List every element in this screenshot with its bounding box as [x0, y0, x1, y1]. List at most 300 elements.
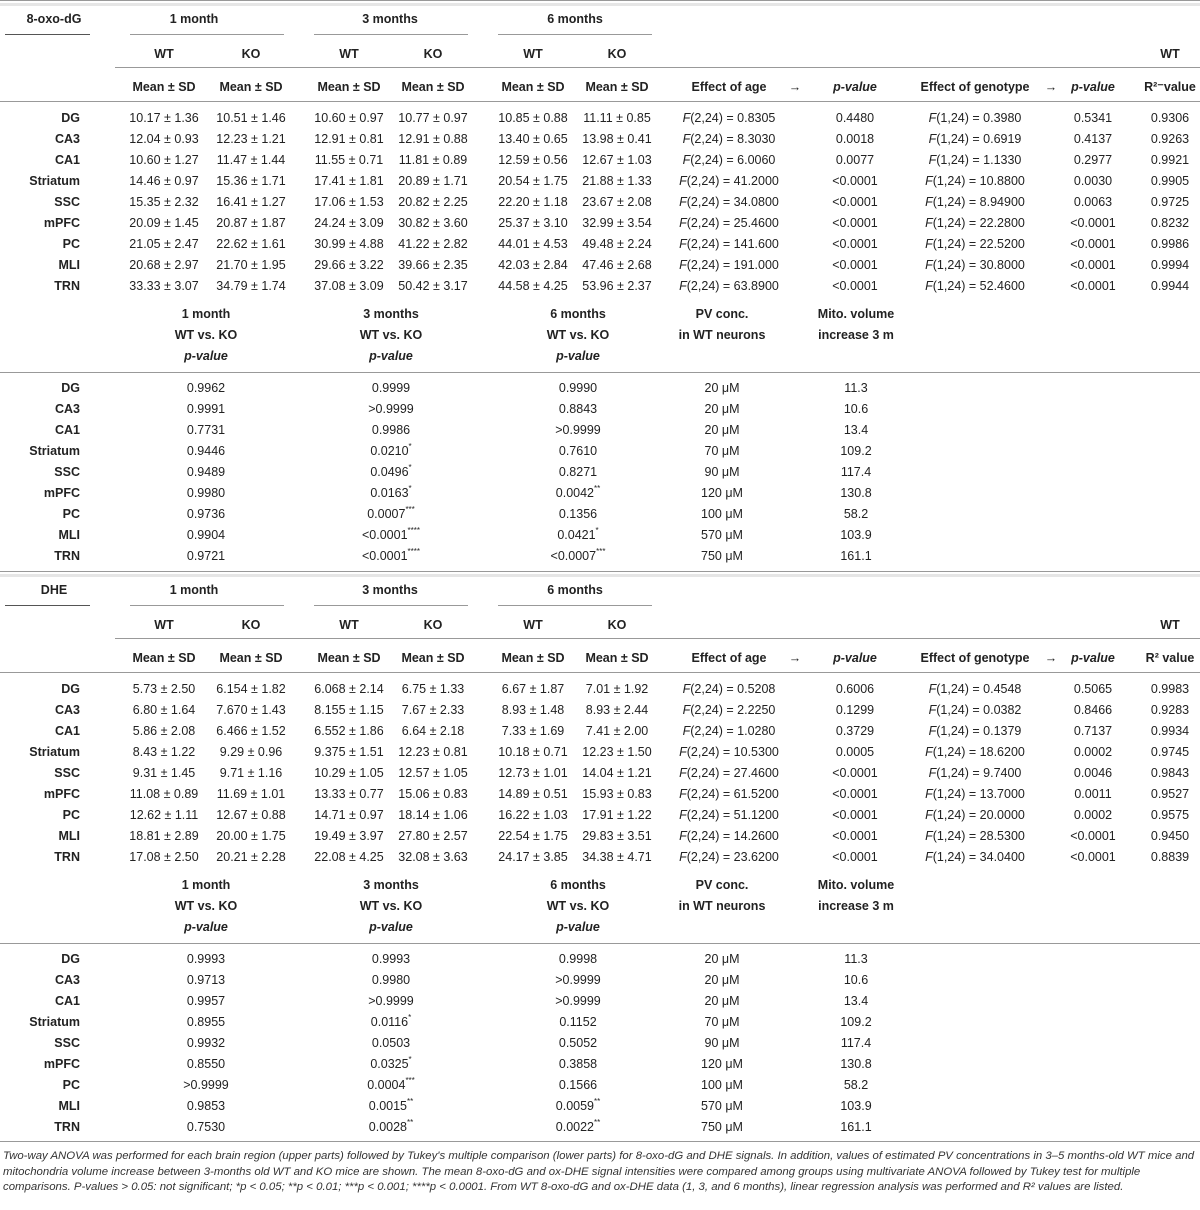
tukey-p-3m: 0.0325*	[370, 1055, 412, 1071]
p-value-header: p-value	[833, 80, 877, 94]
region-label: DG	[61, 682, 80, 696]
mito-volume-increase: 161.1	[840, 549, 872, 563]
genotype-header: WT	[523, 47, 543, 61]
tukey-p-1m: 0.8550	[186, 1057, 226, 1071]
tukey-p-3m: 0.0503	[371, 1036, 411, 1050]
p-age-value: <0.0001	[832, 829, 878, 843]
tukey-header: WT vs. KO	[546, 328, 610, 342]
tukey-p-6m: 0.8271	[558, 465, 598, 479]
mean-sd-value: 8.43 ± 1.22	[132, 745, 196, 759]
mean-sd-header: Mean ± SD	[219, 651, 283, 665]
mito-volume-increase: 13.4	[843, 423, 869, 437]
region-label: Striatum	[29, 1015, 80, 1029]
p-age-value: <0.0001	[832, 808, 878, 822]
region-label: DG	[61, 111, 80, 125]
tukey-p-1m: 0.9721	[186, 549, 226, 563]
rule-line	[115, 67, 1200, 68]
tukey-p-6m: 0.7610	[558, 444, 598, 458]
tukey-header: p-value	[184, 920, 228, 934]
tukey-p-3m: 0.9999	[371, 381, 411, 395]
tukey-p-6m: 0.8843	[558, 402, 598, 416]
p-genotype-value: 0.0046	[1073, 766, 1113, 780]
r2-value: 0.9575	[1150, 808, 1190, 822]
p-age-value: <0.0001	[832, 195, 878, 209]
tukey-p-3m: 0.0496*	[370, 463, 412, 479]
mean-sd-header: Mean ± SD	[501, 651, 565, 665]
significance-mark: ***	[405, 1076, 415, 1085]
mito-volume-increase: 117.4	[840, 465, 872, 479]
tukey-p-3m: <0.0001****	[362, 547, 420, 563]
p-genotype-value: 0.0011	[1074, 787, 1112, 801]
genotype-header: WT	[154, 618, 174, 632]
effect-age-value: F(2,24) = 61.5200	[679, 787, 779, 801]
p-age-value: 0.0005	[835, 745, 875, 759]
mean-sd-header: Mean ± SD	[585, 651, 649, 665]
effect-genotype-value: F(1,24) = 1.1330	[928, 153, 1022, 167]
p-age-value: 0.4480	[835, 111, 875, 125]
mean-sd-value: 6.67 ± 1.87	[501, 682, 565, 696]
r2-header: R² value	[1145, 651, 1195, 665]
tukey-header: p-value	[369, 920, 413, 934]
pv-concentration: 70 μM	[704, 1015, 740, 1029]
effect-genotype-value: F(1,24) = 30.8000	[925, 258, 1025, 272]
effect-genotype-value: F(1,24) = 34.0400	[925, 850, 1025, 864]
mean-sd-value: 11.69 ± 1.01	[216, 787, 286, 801]
effect-age-value: F(2,24) = 2.2250	[682, 703, 776, 717]
pv-concentration: 20 μM	[704, 952, 740, 966]
mean-sd-value: 20.21 ± 2.28	[216, 850, 286, 864]
mean-sd-value: 50.42 ± 3.17	[398, 279, 468, 293]
genotype-header: WT	[1160, 618, 1180, 632]
mean-sd-value: 21.88 ± 1.33	[582, 174, 652, 188]
genotype-header: KO	[241, 47, 261, 61]
r2-value: 0.9725	[1150, 195, 1190, 209]
effect-genotype-value: F(1,24) = 22.5200	[925, 237, 1025, 251]
pv-concentration: 70 μM	[704, 444, 740, 458]
pv-concentration: 90 μM	[704, 465, 740, 479]
mean-sd-value: 6.64 ± 2.18	[401, 724, 465, 738]
arrow-icon: →	[788, 651, 802, 665]
significance-mark: *	[408, 1055, 412, 1064]
region-label: DG	[61, 381, 80, 395]
mean-sd-value: 10.85 ± 0.88	[498, 111, 568, 125]
effect-age-value: F(2,24) = 63.8900	[679, 279, 779, 293]
mean-sd-value: 49.48 ± 2.24	[582, 237, 652, 251]
mean-sd-value: 12.23 ± 1.21	[216, 132, 286, 146]
mean-sd-value: 11.08 ± 0.89	[129, 787, 199, 801]
genotype-header: WT	[339, 47, 359, 61]
genotype-header: KO	[607, 47, 627, 61]
mean-sd-value: 15.35 ± 2.32	[129, 195, 199, 209]
tukey-p-3m: >0.9999	[368, 402, 414, 416]
r2-value: 0.9263	[1150, 132, 1190, 146]
mean-sd-value: 9.375 ± 1.51	[314, 745, 384, 759]
region-label: PC	[62, 1078, 80, 1092]
mean-sd-value: 11.47 ± 1.44	[216, 153, 286, 167]
p-age-value: <0.0001	[832, 237, 878, 251]
tukey-header: 1 month	[181, 878, 231, 892]
mean-sd-value: 12.04 ± 0.93	[129, 132, 199, 146]
mean-sd-value: 12.59 ± 0.56	[498, 153, 568, 167]
mean-sd-value: 22.62 ± 1.61	[216, 237, 286, 251]
mito-volume-increase: 58.2	[843, 507, 869, 521]
p-value-header: p-value	[1071, 651, 1115, 665]
tukey-header: Mito. volume	[817, 307, 895, 321]
table-footnote: Two-way ANOVA was performed for each brain region (upper parts) followed by Tukey's multiple comparison (lower parts) for 8-oxo-dG and DHE signals. In addition, values of estimated PV concentrations in 3–5 months-old WT mice and mitochondria volume increase between 3-months old WT and KO mice are shown. The mean 8-oxo-dG and ox-DHE signal intensities were compared among groups using multivariate ANOVA followed by Tukey test for multiple comparisons. P-values > 0.05: not significant; *p < 0.05; **p < 0.01; ***p < 0.001; ****p < 0.0001. From WT 8-oxo-dG and ox-DHE data (1, 3, and 6 months), linear regression analysis was performed and R² values are listed.	[3, 1150, 1195, 1193]
tukey-p-6m: 0.1152	[559, 1015, 597, 1029]
tukey-p-6m: 0.3858	[558, 1057, 598, 1071]
mean-sd-value: 20.09 ± 1.45	[129, 216, 199, 230]
genotype-header: WT	[339, 618, 359, 632]
rule-line	[0, 372, 1200, 373]
tukey-p-6m: 0.0022**	[555, 1118, 601, 1134]
significance-mark: *	[408, 442, 412, 451]
effect-age-value: F(2,24) = 1.0280	[682, 724, 776, 738]
pv-concentration: 750 μM	[701, 1120, 743, 1134]
tukey-header: WT vs. KO	[174, 328, 238, 342]
mean-sd-header: Mean ± SD	[317, 80, 381, 94]
rule-line	[0, 0, 1200, 1]
effect-age-value: F(2,24) = 51.1200	[679, 808, 779, 822]
effect-genotype-value: F(1,24) = 20.0000	[925, 808, 1025, 822]
r2-value: 0.9450	[1150, 829, 1190, 843]
mean-sd-value: 13.33 ± 0.77	[314, 787, 384, 801]
tukey-p-3m: >0.9999	[368, 994, 414, 1008]
mean-sd-value: 11.55 ± 0.71	[314, 153, 384, 167]
rule-line	[5, 605, 90, 606]
mean-sd-value: 13.98 ± 0.41	[582, 132, 652, 146]
section-title: 8-oxo-dG	[26, 12, 82, 26]
mean-sd-value: 6.80 ± 1.64	[132, 703, 196, 717]
mito-volume-increase: 10.6	[843, 402, 869, 416]
mean-sd-value: 12.23 ± 0.81	[398, 745, 468, 759]
effect-genotype-value: F(1,24) = 0.4548	[928, 682, 1022, 696]
mean-sd-value: 8.93 ± 2.44	[585, 703, 649, 717]
tukey-p-1m: 0.8955	[186, 1015, 226, 1029]
region-label: SSC	[54, 465, 80, 479]
tukey-p-1m: 0.7530	[186, 1120, 226, 1134]
mean-sd-value: 22.20 ± 1.18	[498, 195, 568, 209]
mito-volume-increase: 58.2	[843, 1078, 869, 1092]
effect-age-value: F(2,24) = 8.3030	[682, 132, 776, 146]
significance-mark: **	[407, 1118, 414, 1127]
mean-sd-value: 18.81 ± 2.89	[129, 829, 199, 843]
mean-sd-value: 14.71 ± 0.97	[314, 808, 384, 822]
rule-line	[115, 638, 1200, 639]
tukey-p-3m: 0.0210*	[370, 442, 412, 458]
mean-sd-value: 9.29 ± 0.96	[219, 745, 283, 759]
mean-sd-value: 12.62 ± 1.11	[129, 808, 199, 822]
pv-concentration: 570 μM	[701, 528, 743, 542]
tukey-header: increase 3 m	[818, 328, 894, 342]
p-genotype-value: 0.4137	[1073, 132, 1113, 146]
month-header: 1 month	[169, 12, 219, 26]
region-label: PC	[62, 808, 80, 822]
tukey-p-1m: 0.9904	[186, 528, 226, 542]
mean-sd-value: 20.68 ± 2.97	[129, 258, 199, 272]
significance-mark: ***	[596, 547, 606, 556]
mean-sd-value: 7.670 ± 1.43	[216, 703, 286, 717]
region-label: CA3	[54, 132, 80, 146]
region-label: Striatum	[29, 444, 80, 458]
mean-sd-value: 44.01 ± 4.53	[498, 237, 568, 251]
region-label: mPFC	[43, 1057, 80, 1071]
mito-volume-increase: 11.3	[844, 381, 868, 395]
pv-concentration: 120 μM	[701, 486, 743, 500]
tukey-header: WT vs. KO	[359, 899, 423, 913]
mean-sd-value: 21.70 ± 1.95	[216, 258, 286, 272]
effect-age-value: F(2,24) = 34.0800	[679, 195, 779, 209]
mean-sd-value: 14.46 ± 0.97	[129, 174, 199, 188]
region-label: mPFC	[43, 216, 80, 230]
mean-sd-value: 12.67 ± 1.03	[582, 153, 652, 167]
tukey-p-3m: <0.0001****	[362, 526, 420, 542]
tukey-p-3m: 0.0163*	[370, 484, 412, 500]
mean-sd-value: 33.33 ± 3.07	[129, 279, 199, 293]
region-label: DG	[61, 952, 80, 966]
mean-sd-value: 22.08 ± 4.25	[314, 850, 384, 864]
mean-sd-value: 32.08 ± 3.63	[398, 850, 468, 864]
tukey-p-3m: 0.0116*	[370, 1013, 412, 1029]
tukey-p-3m: 0.9993	[371, 952, 411, 966]
mean-sd-value: 34.79 ± 1.74	[216, 279, 286, 293]
effect-age-header: Effect of age	[691, 80, 767, 94]
region-label: TRN	[54, 850, 80, 864]
mean-sd-header: Mean ± SD	[585, 80, 649, 94]
pv-concentration: 100 μM	[701, 1078, 743, 1092]
mean-sd-value: 17.41 ± 1.81	[314, 174, 384, 188]
tukey-p-3m: 0.0007***	[367, 505, 415, 521]
rule-line	[314, 34, 468, 35]
mean-sd-header: Mean ± SD	[501, 80, 565, 94]
genotype-header: KO	[423, 618, 443, 632]
tukey-p-1m: 0.7731	[186, 423, 226, 437]
r2-value: 0.9986	[1150, 237, 1190, 251]
effect-genotype-value: F(1,24) = 13.7000	[925, 787, 1025, 801]
tukey-header: 3 months	[363, 307, 419, 321]
mean-sd-value: 5.86 ± 2.08	[132, 724, 196, 738]
p-age-value: <0.0001	[832, 258, 878, 272]
mean-sd-value: 12.57 ± 1.05	[398, 766, 468, 780]
mean-sd-value: 24.24 ± 3.09	[314, 216, 384, 230]
pv-concentration: 20 μM	[704, 973, 740, 987]
mean-sd-value: 7.41 ± 2.00	[585, 724, 649, 738]
p-value-header: p-value	[1071, 80, 1115, 94]
mean-sd-value: 13.40 ± 0.65	[498, 132, 568, 146]
mean-sd-value: 12.23 ± 1.50	[582, 745, 652, 759]
arrow-icon: →	[1044, 651, 1058, 665]
tukey-p-1m: 0.9962	[186, 381, 226, 395]
mito-volume-increase: 130.8	[840, 1057, 872, 1071]
mito-volume-increase: 109.2	[840, 1015, 872, 1029]
tukey-p-1m: 0.9957	[186, 994, 226, 1008]
mean-sd-header: Mean ± SD	[401, 80, 465, 94]
mean-sd-value: 20.89 ± 1.71	[398, 174, 468, 188]
p-age-value: <0.0001	[832, 216, 878, 230]
effect-age-value: F(2,24) = 41.2000	[679, 174, 779, 188]
mean-sd-value: 10.18 ± 0.71	[498, 745, 568, 759]
p-genotype-value: <0.0001	[1070, 237, 1116, 251]
region-label: MLI	[58, 258, 80, 272]
mean-sd-value: 10.17 ± 1.36	[129, 111, 199, 125]
region-label: TRN	[54, 1120, 80, 1134]
effect-genotype-value: F(1,24) = 0.1379	[928, 724, 1022, 738]
mean-sd-value: 44.58 ± 4.25	[498, 279, 568, 293]
mean-sd-value: 12.73 ± 1.01	[498, 766, 568, 780]
mean-sd-header: Mean ± SD	[219, 80, 283, 94]
effect-age-value: F(2,24) = 10.5300	[679, 745, 779, 759]
r2-value: 0.9944	[1150, 279, 1190, 293]
pv-concentration: 100 μM	[701, 507, 743, 521]
mean-sd-header: Mean ± SD	[317, 651, 381, 665]
month-header: 3 months	[362, 583, 418, 597]
tukey-p-6m: 0.1356	[558, 507, 598, 521]
mean-sd-value: 18.14 ± 1.06	[398, 808, 468, 822]
mean-sd-value: 42.03 ± 2.84	[498, 258, 568, 272]
month-header: 6 months	[547, 583, 603, 597]
tukey-header: 6 months	[550, 878, 606, 892]
mean-sd-header: Mean ± SD	[401, 651, 465, 665]
p-age-value: 0.1299	[835, 703, 875, 717]
mean-sd-value: 9.31 ± 1.45	[132, 766, 196, 780]
significance-mark: *	[408, 463, 412, 472]
mean-sd-value: 30.99 ± 4.88	[314, 237, 384, 251]
effect-genotype-value: F(1,24) = 10.8800	[925, 174, 1025, 188]
month-header: 6 months	[547, 12, 603, 26]
mean-sd-value: 41.22 ± 2.82	[398, 237, 468, 251]
mean-sd-value: 6.068 ± 2.14	[314, 682, 384, 696]
mean-sd-value: 22.54 ± 1.75	[498, 829, 568, 843]
mean-sd-value: 12.91 ± 0.88	[398, 132, 468, 146]
mean-sd-value: 15.36 ± 1.71	[216, 174, 286, 188]
r2-value: 0.9745	[1150, 745, 1190, 759]
mean-sd-value: 32.99 ± 3.54	[582, 216, 652, 230]
month-header: 3 months	[362, 12, 418, 26]
region-label: CA3	[54, 703, 80, 717]
tukey-p-6m: >0.9999	[555, 994, 601, 1008]
mean-sd-value: 11.81 ± 0.89	[398, 153, 468, 167]
mean-sd-value: 53.96 ± 2.37	[582, 279, 652, 293]
mean-sd-value: 14.89 ± 0.51	[498, 787, 568, 801]
mean-sd-header: Mean ± SD	[132, 651, 196, 665]
region-label: SSC	[54, 766, 80, 780]
mean-sd-value: 6.466 ± 1.52	[216, 724, 286, 738]
effect-age-value: F(2,24) = 141.600	[679, 237, 779, 251]
r2-value: 0.9934	[1150, 724, 1190, 738]
tukey-header: p-value	[184, 349, 228, 363]
significance-mark: **	[594, 1118, 601, 1127]
tukey-p-3m: 0.9980	[371, 973, 411, 987]
effect-age-value: F(2,24) = 0.5208	[682, 682, 776, 696]
mean-sd-value: 30.82 ± 3.60	[398, 216, 468, 230]
significance-mark: **	[594, 1097, 601, 1106]
significance-mark: **	[594, 484, 601, 493]
region-label: SSC	[54, 195, 80, 209]
tukey-p-6m: 0.5052	[558, 1036, 598, 1050]
tukey-header: PV conc.	[695, 307, 749, 321]
r2-value: 0.9921	[1150, 153, 1190, 167]
mean-sd-value: 10.60 ± 1.27	[129, 153, 199, 167]
effect-age-value: F(2,24) = 191.000	[679, 258, 779, 272]
p-age-value: 0.6006	[835, 682, 875, 696]
effect-age-header: Effect of age	[691, 651, 767, 665]
p-genotype-value: 0.0002	[1073, 745, 1113, 759]
mean-sd-value: 29.83 ± 3.51	[582, 829, 652, 843]
rule-line	[498, 34, 652, 35]
section-title: DHE	[40, 583, 68, 597]
tukey-p-3m: 0.0028**	[368, 1118, 414, 1134]
tukey-header: increase 3 m	[818, 899, 894, 913]
region-label: mPFC	[43, 486, 80, 500]
tukey-header: 3 months	[363, 878, 419, 892]
pv-concentration: 90 μM	[704, 1036, 740, 1050]
effect-genotype-value: F(1,24) = 52.4600	[925, 279, 1025, 293]
mean-sd-value: 14.04 ± 1.21	[582, 766, 652, 780]
rule-line	[0, 101, 1200, 102]
genotype-header: WT	[154, 47, 174, 61]
tukey-p-6m: <0.0007***	[550, 547, 606, 563]
region-label: PC	[62, 507, 80, 521]
mean-sd-value: 10.77 ± 0.97	[398, 111, 468, 125]
tukey-p-6m: 0.9990	[558, 381, 598, 395]
p-genotype-value: <0.0001	[1070, 279, 1116, 293]
mean-sd-value: 5.73 ± 2.50	[132, 682, 196, 696]
mean-sd-value: 20.87 ± 1.87	[216, 216, 286, 230]
mito-volume-increase: 10.6	[843, 973, 869, 987]
tukey-header: WT vs. KO	[546, 899, 610, 913]
region-label: PC	[62, 237, 80, 251]
pv-concentration: 20 μM	[704, 402, 740, 416]
tukey-header: WT vs. KO	[359, 328, 423, 342]
effect-age-value: F(2,24) = 25.4600	[679, 216, 779, 230]
tukey-header: PV conc.	[695, 878, 749, 892]
arrow-icon: →	[788, 80, 802, 94]
mean-sd-value: 6.75 ± 1.33	[401, 682, 465, 696]
pv-concentration: 20 μM	[704, 423, 740, 437]
tukey-header: p-value	[556, 920, 600, 934]
mito-volume-increase: 130.8	[840, 486, 872, 500]
mean-sd-value: 6.154 ± 1.82	[216, 682, 286, 696]
tukey-p-3m: 0.9986	[371, 423, 411, 437]
p-genotype-value: 0.5065	[1073, 682, 1113, 696]
mito-volume-increase: 109.2	[840, 444, 872, 458]
mean-sd-value: 10.51 ± 1.46	[216, 111, 286, 125]
tukey-p-6m: 0.9998	[558, 952, 598, 966]
effect-genotype-value: F(1,24) = 18.6200	[925, 745, 1025, 759]
region-label: Striatum	[29, 745, 80, 759]
effect-age-value: F(2,24) = 6.0060	[682, 153, 776, 167]
genotype-header: KO	[241, 618, 261, 632]
mean-sd-value: 34.38 ± 4.71	[582, 850, 652, 864]
mean-sd-value: 8.93 ± 1.48	[501, 703, 565, 717]
mean-sd-value: 12.67 ± 0.88	[216, 808, 286, 822]
tukey-p-1m: 0.9980	[186, 486, 226, 500]
mean-sd-value: 10.29 ± 1.05	[314, 766, 384, 780]
tukey-header: WT vs. KO	[174, 899, 238, 913]
mean-sd-value: 20.00 ± 1.75	[216, 829, 286, 843]
rule-line	[498, 605, 652, 606]
genotype-header: KO	[423, 47, 443, 61]
region-label: mPFC	[43, 787, 80, 801]
effect-genotype-header: Effect of genotype	[920, 651, 1030, 665]
r2-value: 0.9283	[1150, 703, 1190, 717]
mean-sd-value: 17.06 ± 1.53	[314, 195, 384, 209]
rule-line	[5, 34, 90, 35]
tukey-p-3m: 0.0015**	[368, 1097, 414, 1113]
p-genotype-value: <0.0001	[1070, 258, 1116, 272]
mean-sd-value: 16.22 ± 1.03	[498, 808, 568, 822]
mean-sd-value: 37.08 ± 3.09	[314, 279, 384, 293]
